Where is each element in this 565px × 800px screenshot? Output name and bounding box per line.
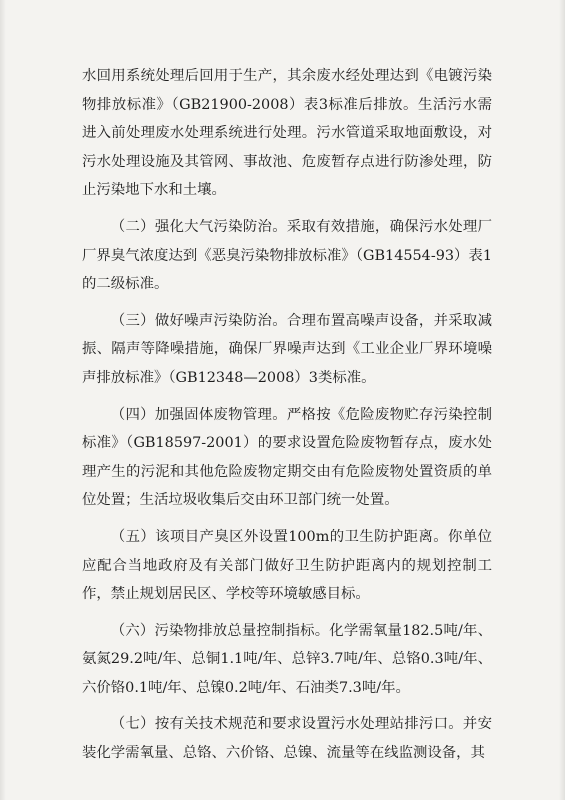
paragraph-noise-pollution: （三）做好噪声污染防治。合理布置高噪声设备，并采取减振、隔声等降噪措施，确保厂界噪声达到《工业企业厂界环境噪声排放标准》（GB12348—2008）3类标准。 [82,312,492,386]
paragraph-emission-totals: （六）污染物排放总量控制指标。化学需氧量182.5吨/年、氨氮29.2吨/年、总铜1.1吨/年、总锌3.7吨/年、总铬0.3吨/年、六价铬0.1吨/年、总镍0.2吨/年、石油类7.3吨/年。 [82,622,492,696]
paragraph-protection-distance: （五）该项目产臭区外设置100m的卫生防护距离。你单位应配合当地政府及有关部门做好卫生防护距离内的规划控制工作，禁止规划居民区、学校等环境敏感目标。 [82,528,492,603]
document-body [82,62,492,776]
scan-edge-left [0,0,6,800]
paragraph-outfall-monitoring: （七）按有关技术规范和要求设置污水处理站排污口。并安装化学需氧量、总铬、六价铬、总镍、流量等在线监测设备，其 [82,716,492,762]
paragraph-solid-waste: （四）加强固体废物管理。严格按《危险废物贮存污染控制标准》（GB18597-2001）的要求设置危险废物暂存点，废水处理产生的污泥和其他危险废物定期交由有危险废物处置资质的单位处置；生活垃圾收集后交由环卫部门统一处置。 [82,406,492,509]
paragraph-wastewater-continued: 水回用系统处理后回用于生产，其余废水经处理达到《电镀污染物排放标准》（GB21900-2008）表3标准后排放。生活污水需进入前处理废水处理系统进行处理。污水管道采取地面敷设，对污水处理设施及其管网、事故池、危废暂存点进行防渗处理，防止污染地下水和土壤。 [82,68,492,199]
paragraph-air-pollution: （二）强化大气污染防治。采取有效措施，确保污水处理厂厂界臭气浓度达到《恶臭污染物排放标准》（GB14554-93）表1的二级标准。 [82,218,492,293]
scan-edge-right [559,0,565,800]
